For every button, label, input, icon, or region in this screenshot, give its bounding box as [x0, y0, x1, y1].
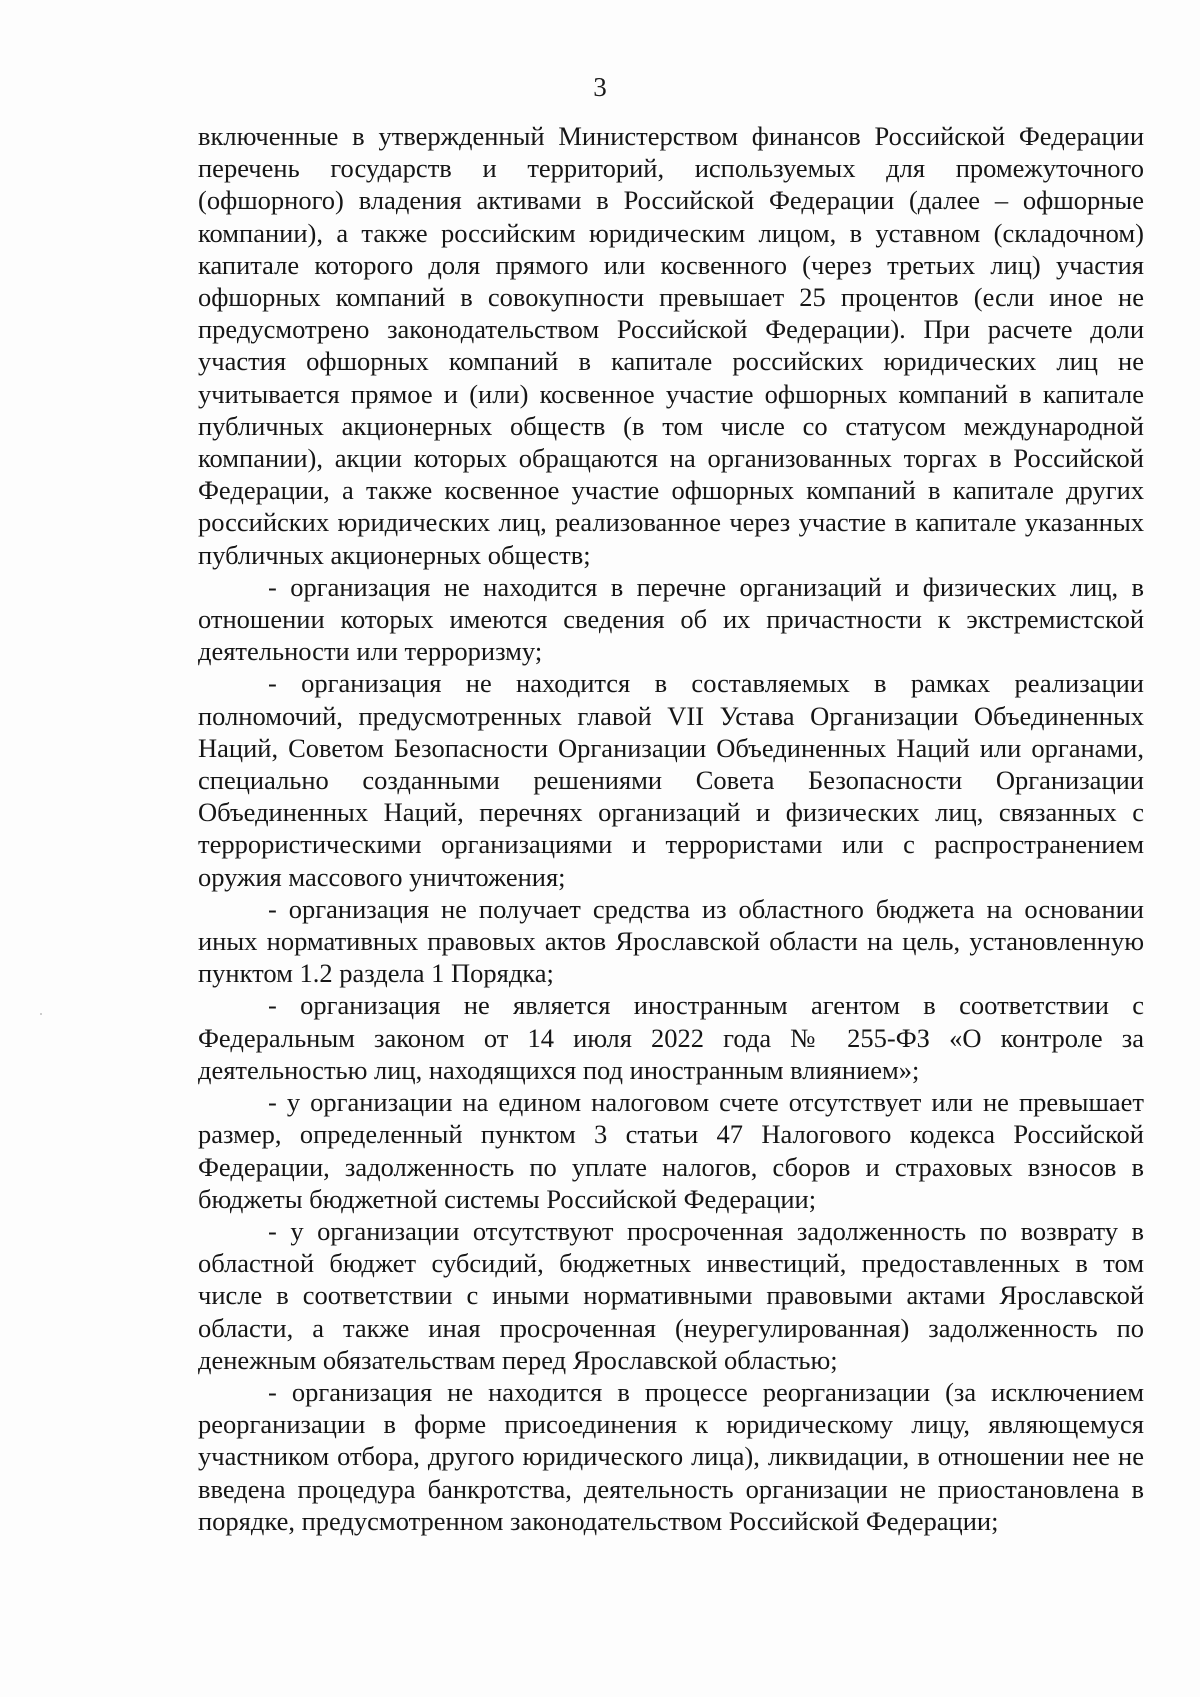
paragraph-extremism-list: - организация не находится в перечне организаций и физических лиц, в отношении которых имеются сведения об их причастности к экстремистской деятельности или терроризму; — [198, 571, 1144, 667]
paragraph-offshore-continuation: включенные в утвержденный Министерством финансов Российской Федерации перечень государств и территорий, используемых для промежуточного (офшорного) владения активами в Российской Федерации (далее – офшорные компании), а также российским юридическим лицом, в уставном (складочном) капитале которого доля прямого или косвенного (через третьих лиц) участия офшорных компаний в совокупности превышает 25 процентов (если иное не предусмотрено законодательством Российской Федерации). При расчете доли участия офшорных компаний в капитале российских юридических лиц не учитывается прямое и (или) косвенное участие офшорных компаний в капитале публичных акционерных обществ (в том числе со статусом международной компании), акции которых обращаются на организованных торгах в Российской Федерации, а также косвенное участие офшорных компаний в капитале других российских юридических лиц, реализованное через участие в капитале указанных публичных акционерных обществ; — [198, 121, 1144, 570]
paragraph-tax-debt: - у организации на едином налоговом счете отсутствует или не превышает размер, определенный пунктом 3 статьи 47 Налогового кодекса Российской Федерации, задолженность по уплате налогов, сборов и страховых взносов в бюджеты бюджетной системы Российской Федерации; — [198, 1087, 1144, 1214]
paragraph-foreign-agent: - организация не является иностранным агентом в соответствии с Федеральным законом от 14 июля 2022 года № 255-ФЗ «О контроле за деятельностью лиц, находящихся под иностранным влиянием»; — [198, 990, 1144, 1085]
scan-speck — [40, 1013, 42, 1015]
document-body — [198, 120, 1144, 1537]
paragraph-reorganization-bankruptcy: - организация не находится в процессе реорганизации (за исключением реорганизации в форме присоединения к юридическому лицу, являющемуся участником отбора, другого юридического лица), ликвидации, в отношении нее не введена процедура банкротства, деятельность организации не приостановлена в порядке, предусмотренном законодательством Российской Федерации; — [198, 1376, 1144, 1536]
paragraph-overdue-debt: - у организации отсутствуют просроченная задолженность по возврату в областной бюджет субсидий, бюджетных инвестиций, предоставленных в том числе в соответствии с иными нормативными правовыми актами Ярославской области, а также иная просроченная (неурегулированная) задолженность по денежным обязательствам перед Ярославской областью; — [198, 1215, 1144, 1375]
page-number: 3 — [593, 72, 607, 102]
paragraph-un-security-council-list: - организация не находится в составляемых в рамках реализации полномочий, предусмотренных главой VII Устава Организации Объединенных Наций, Советом Безопасности Организации Объединенных Наций или органами, специально созданными решениями Совета Безопасности Организации Объединенных Наций, перечнях организаций и физических лиц, связанных с террористическими организациями и террористами или с распространением оружия массового уничтожения; — [198, 668, 1144, 892]
paragraph-regional-budget-funds: - организация не получает средства из областного бюджета на основании иных нормативных правовых актов Ярославской области на цель, установленную пунктом 1.2 раздела 1 Порядка; — [198, 893, 1144, 989]
